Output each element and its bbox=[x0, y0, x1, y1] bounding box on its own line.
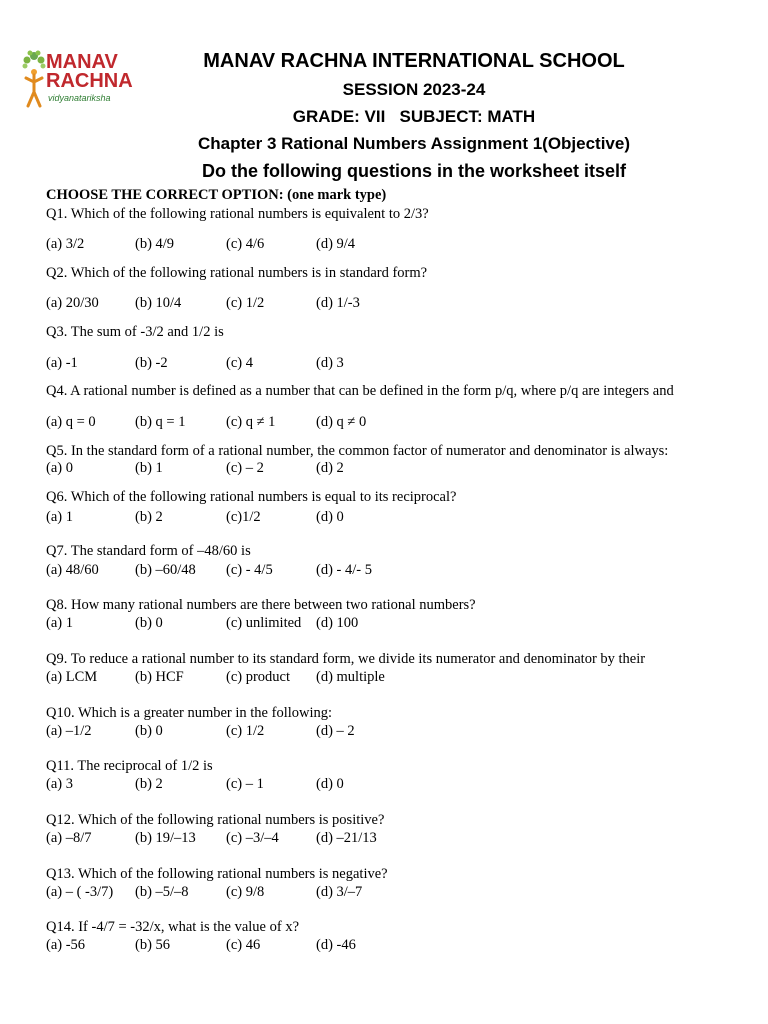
option-a: (a) 3/2 bbox=[46, 236, 85, 252]
option-b: (b) 10/4 bbox=[135, 295, 182, 311]
option-b: (b) 2 bbox=[135, 776, 163, 792]
option-c: (c) 9/8 bbox=[226, 884, 265, 900]
session-title: SESSION 2023-24 bbox=[342, 80, 486, 99]
option-d: (d) 1/-3 bbox=[316, 295, 360, 311]
option-c: (c)1/2 bbox=[226, 509, 261, 525]
option-b: (b) 0 bbox=[135, 723, 163, 739]
option-a: (a) -1 bbox=[46, 355, 78, 371]
option-d: (d) q ≠ 0 bbox=[316, 414, 367, 430]
option-b: (b) 0 bbox=[135, 615, 163, 631]
option-a: (a) q = 0 bbox=[46, 414, 96, 430]
option-c: (c) - 4/5 bbox=[226, 562, 273, 578]
option-b: (b) 4/9 bbox=[135, 236, 175, 252]
option-c: (c) 1/2 bbox=[226, 295, 265, 311]
question-text: Q8. How many rational numbers are there between two rational numbers? bbox=[46, 597, 476, 613]
option-c: (c) 4/6 bbox=[226, 236, 265, 252]
option-b: (b) 19/–13 bbox=[135, 830, 196, 846]
question-text: Q5. In the standard form of a rational number, the common factor of numerator and denominator is always: bbox=[46, 443, 669, 459]
option-c: (c) – 2 bbox=[226, 460, 264, 476]
question-text: Q1. Which of the following rational numbers is equivalent to 2/3? bbox=[46, 206, 429, 222]
chapter-title: Chapter 3 Rational Numbers Assignment 1(Objective) bbox=[197, 134, 631, 153]
question-text: Q6. Which of the following rational numbers is equal to its reciprocal? bbox=[46, 489, 457, 505]
question-text: Q13. Which of the following rational numbers is negative? bbox=[46, 866, 388, 882]
option-b: (b) 2 bbox=[135, 509, 163, 525]
question-text: Q2. Which of the following rational numbers is in standard form? bbox=[46, 265, 428, 281]
option-d: (d) multiple bbox=[316, 669, 385, 685]
option-c: (c) 1/2 bbox=[226, 723, 265, 739]
question-text: Q12. Which of the following rational numbers is positive? bbox=[46, 812, 385, 828]
option-a: (a) 3 bbox=[46, 776, 73, 792]
option-b: (b) HCF bbox=[135, 669, 184, 685]
question-text: Q10. Which is a greater number in the following: bbox=[46, 705, 333, 721]
option-a: (a) LCM bbox=[46, 669, 98, 685]
question-text: Q3. The sum of -3/2 and 1/2 is bbox=[46, 324, 224, 340]
option-c: (c) –3/–4 bbox=[226, 830, 279, 846]
option-d: (d) 3/–7 bbox=[316, 884, 363, 900]
question-text: Q11. The reciprocal of 1/2 is bbox=[46, 758, 213, 774]
school-name: MANAV RACHNA INTERNATIONAL SCHOOL bbox=[203, 50, 625, 72]
option-c: (c) q ≠ 1 bbox=[226, 414, 276, 430]
option-c: (c) product bbox=[226, 669, 291, 685]
option-d: (d) – 2 bbox=[316, 723, 355, 739]
instruction-line: Do the following questions in the worksheet itself bbox=[201, 161, 627, 181]
question-text: Q7. The standard form of –48/60 is bbox=[46, 543, 251, 559]
option-c: (c) – 1 bbox=[226, 776, 264, 792]
logo-tagline: vidyanatariksha bbox=[48, 93, 111, 103]
option-a: (a) 48/60 bbox=[46, 562, 99, 578]
option-d: (d) 9/4 bbox=[316, 236, 356, 252]
option-a: (a) 20/30 bbox=[46, 295, 99, 311]
option-d: (d) - 4/- 5 bbox=[316, 562, 372, 578]
option-c: (c) 46 bbox=[226, 937, 261, 953]
option-a: (a) 0 bbox=[46, 460, 73, 476]
option-b: (b) –60/48 bbox=[135, 562, 196, 578]
option-b: (b) -2 bbox=[135, 355, 168, 371]
option-b: (b) 56 bbox=[135, 937, 171, 953]
question-text: Q4. A rational number is defined as a number that can be defined in the form p/q, where p/q are integers and bbox=[46, 383, 674, 399]
option-c: (c) 4 bbox=[226, 355, 253, 371]
section-title: CHOOSE THE CORRECT OPTION: (one mark type) bbox=[46, 187, 387, 203]
option-a: (a) –8/7 bbox=[46, 830, 92, 846]
option-a: (a) -56 bbox=[46, 937, 86, 953]
option-d: (d) –21/13 bbox=[316, 830, 377, 846]
option-d: (d) 3 bbox=[316, 355, 344, 371]
option-d: (d) -46 bbox=[316, 937, 356, 953]
option-d: (d) 0 bbox=[316, 776, 344, 792]
logo-word-rachna: RACHNA bbox=[46, 70, 133, 92]
option-a: (a) 1 bbox=[46, 509, 73, 525]
grade-subject: GRADE: VII SUBJECT: MATH bbox=[292, 107, 536, 126]
question-text: Q14. If -4/7 = -32/x, what is the value of x? bbox=[46, 919, 300, 935]
option-a: (a) –1/2 bbox=[46, 723, 92, 739]
option-c: (c) unlimited bbox=[226, 615, 302, 631]
option-b: (b) q = 1 bbox=[135, 414, 186, 430]
option-b: (b) –5/–8 bbox=[135, 884, 189, 900]
option-a: (a) 1 bbox=[46, 615, 73, 631]
option-a: (a) – ( -3/7) bbox=[46, 884, 114, 900]
option-d: (d) 100 bbox=[316, 615, 359, 631]
option-b: (b) 1 bbox=[135, 460, 163, 476]
option-d: (d) 2 bbox=[316, 460, 344, 476]
option-d: (d) 0 bbox=[316, 509, 344, 525]
question-text: Q9. To reduce a rational number to its standard form, we divide its numerator and denominator by their bbox=[46, 651, 646, 667]
logo-word-manav: MANAV bbox=[46, 51, 118, 73]
